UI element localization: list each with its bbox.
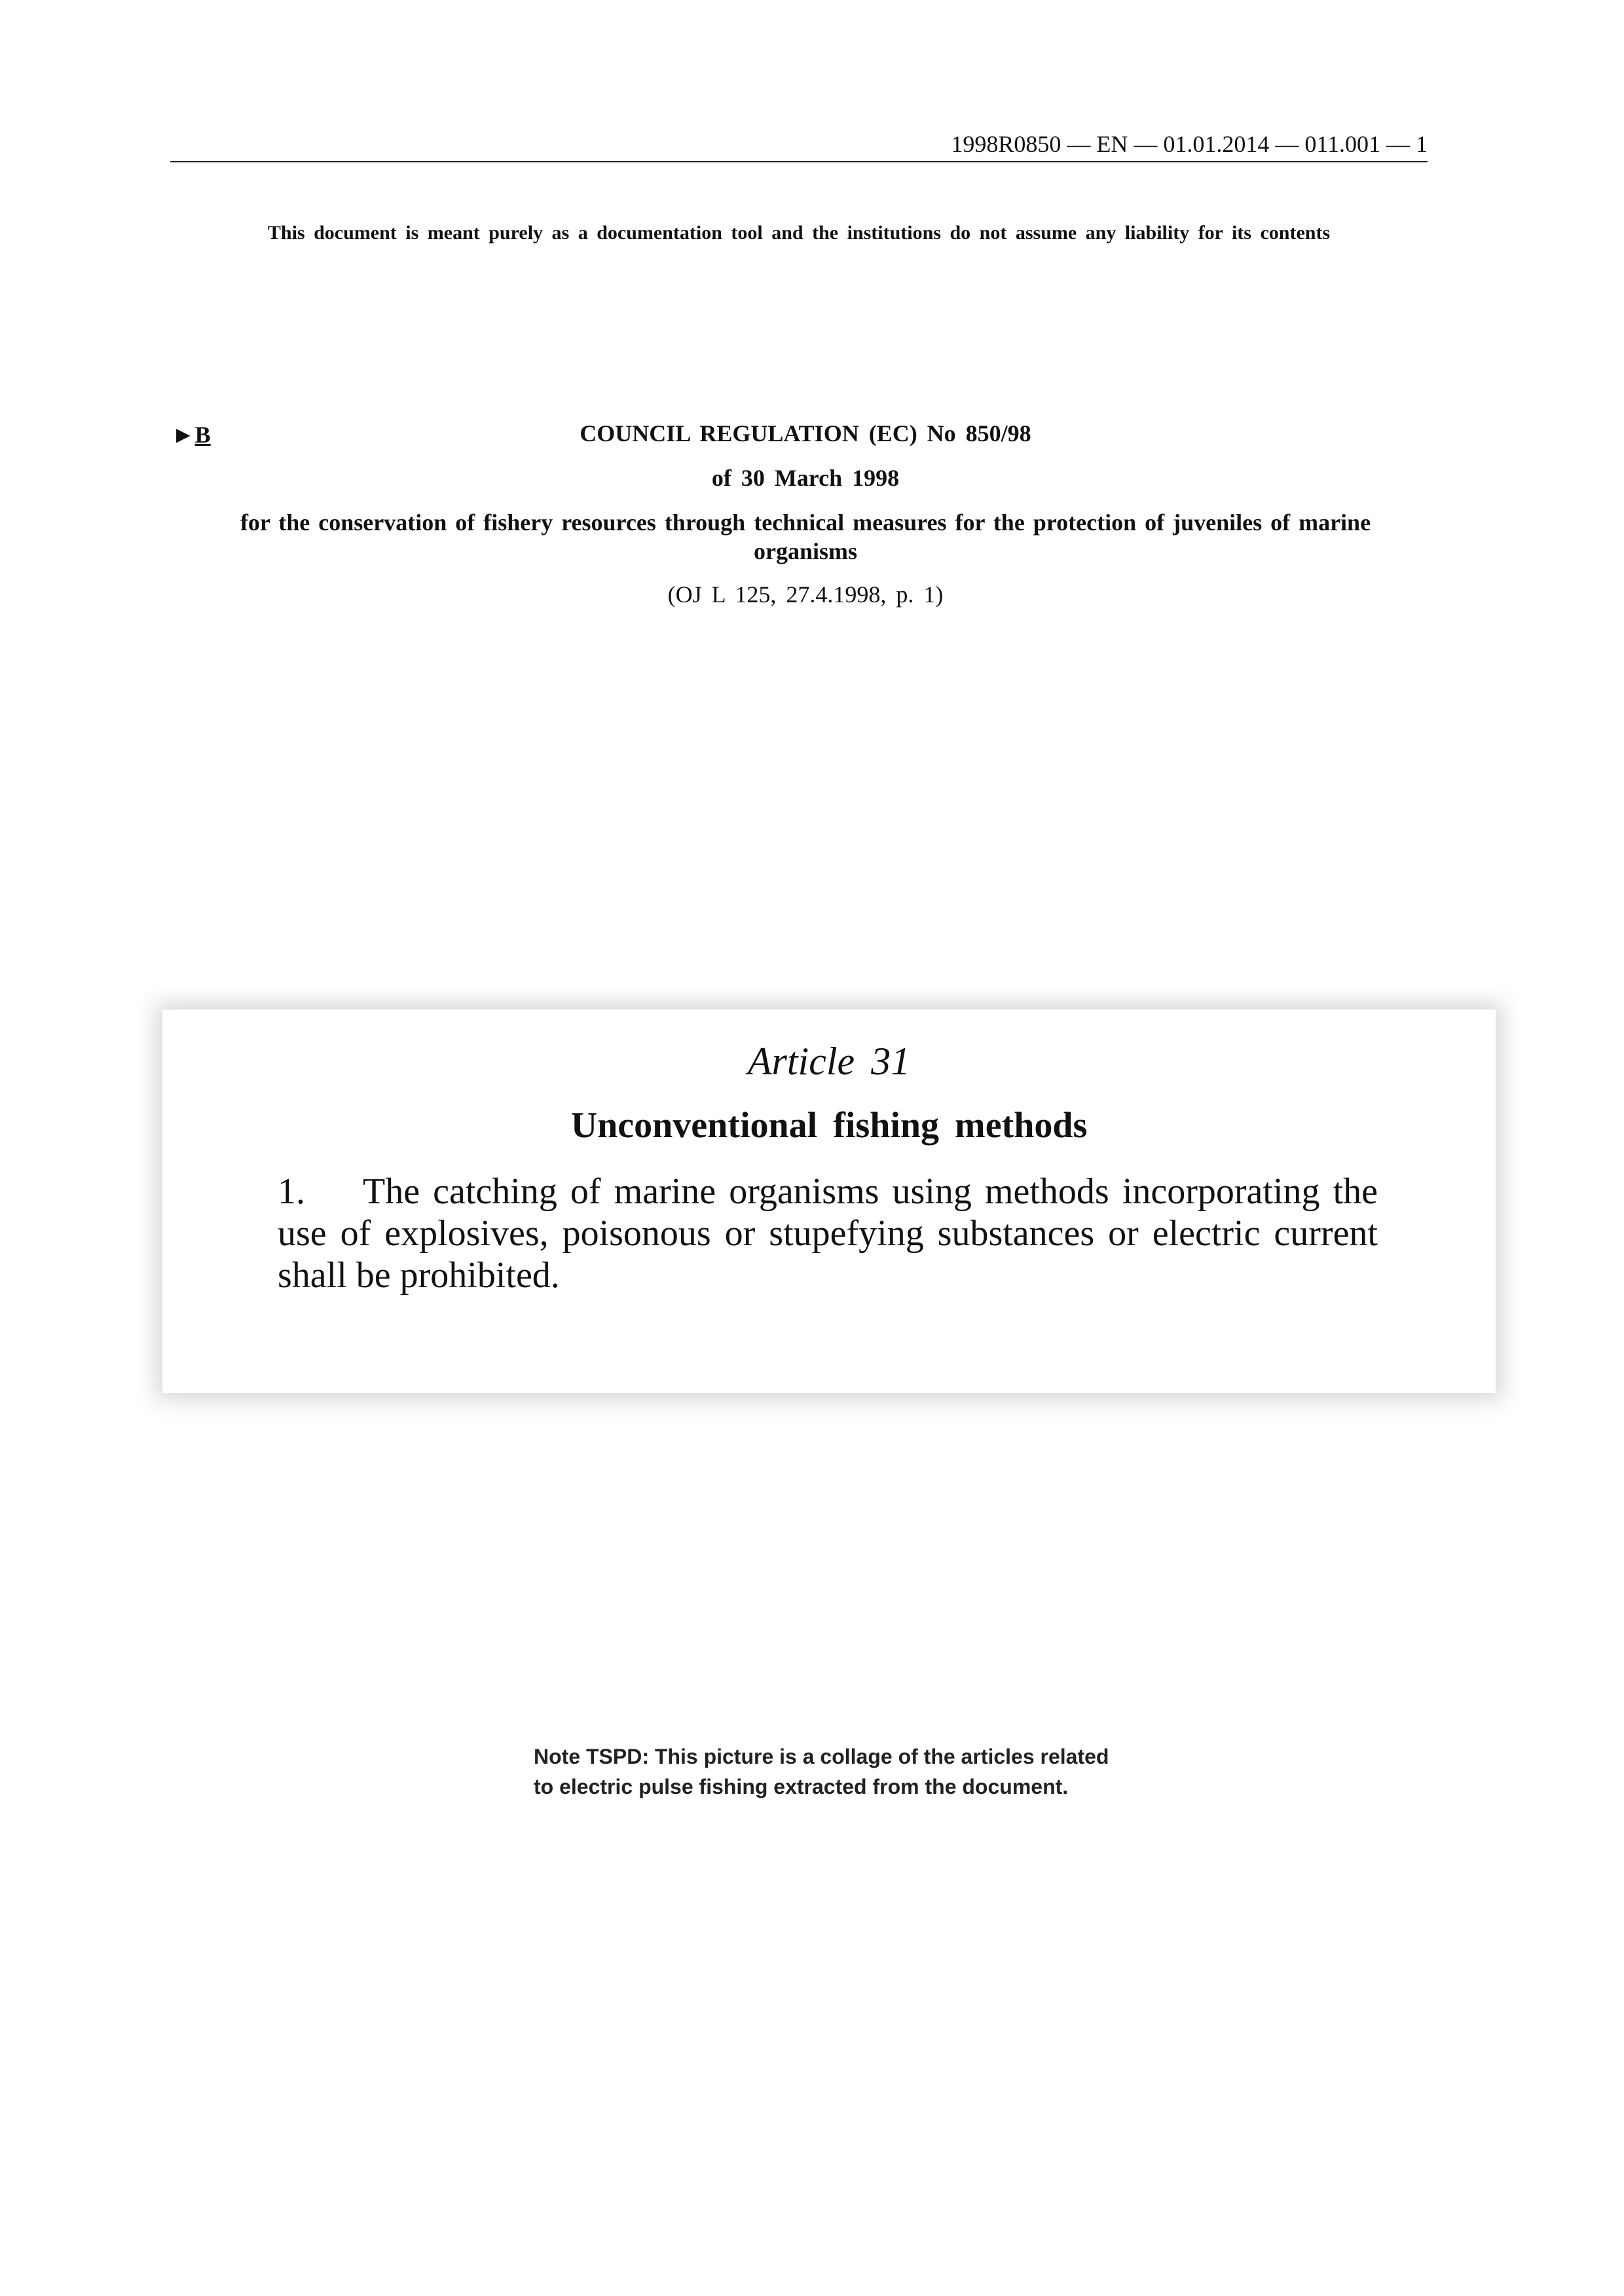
amendment-marker-letter: B: [194, 422, 211, 448]
regulation-date: of 30 March 1998: [711, 465, 900, 491]
article-number: Article 31: [747, 1040, 911, 1083]
running-header: 1998R0850 — EN — 01.01.2014 — 011.001 — 1: [170, 131, 1428, 162]
paragraph-number: 1.: [278, 1171, 305, 1212]
oj-reference: (OJ L 125, 27.4.1998, p. 1): [667, 581, 944, 608]
article-heading: Unconventional fishing methods: [570, 1105, 1088, 1146]
regulation-title: COUNCIL REGULATION (EC) No 850/98: [580, 420, 1031, 446]
tspd-note: Note TSPD: This picture is a collage of the articles related to electric pulse fishing extracted from the document.: [534, 1745, 1109, 1798]
triangle-right-icon: ►: [172, 422, 195, 448]
article-paragraph: [278, 1171, 1378, 1296]
paragraph-text: The catching of marine organisms using methods incorporating the use of explosives, poisonous or stupefying substances or electric current shall be prohibited.: [278, 1171, 1378, 1296]
article-excerpt-box: [162, 1010, 1496, 1393]
regulation-block: [196, 419, 1414, 609]
disclaimer-text: This document is meant purely as a documentation tool and the institutions do not assume any liability for its contents: [267, 222, 1331, 244]
regulation-subject: for the conservation of fishery resources through technical measures for the protection of juveniles of marine organisms: [240, 509, 1371, 564]
